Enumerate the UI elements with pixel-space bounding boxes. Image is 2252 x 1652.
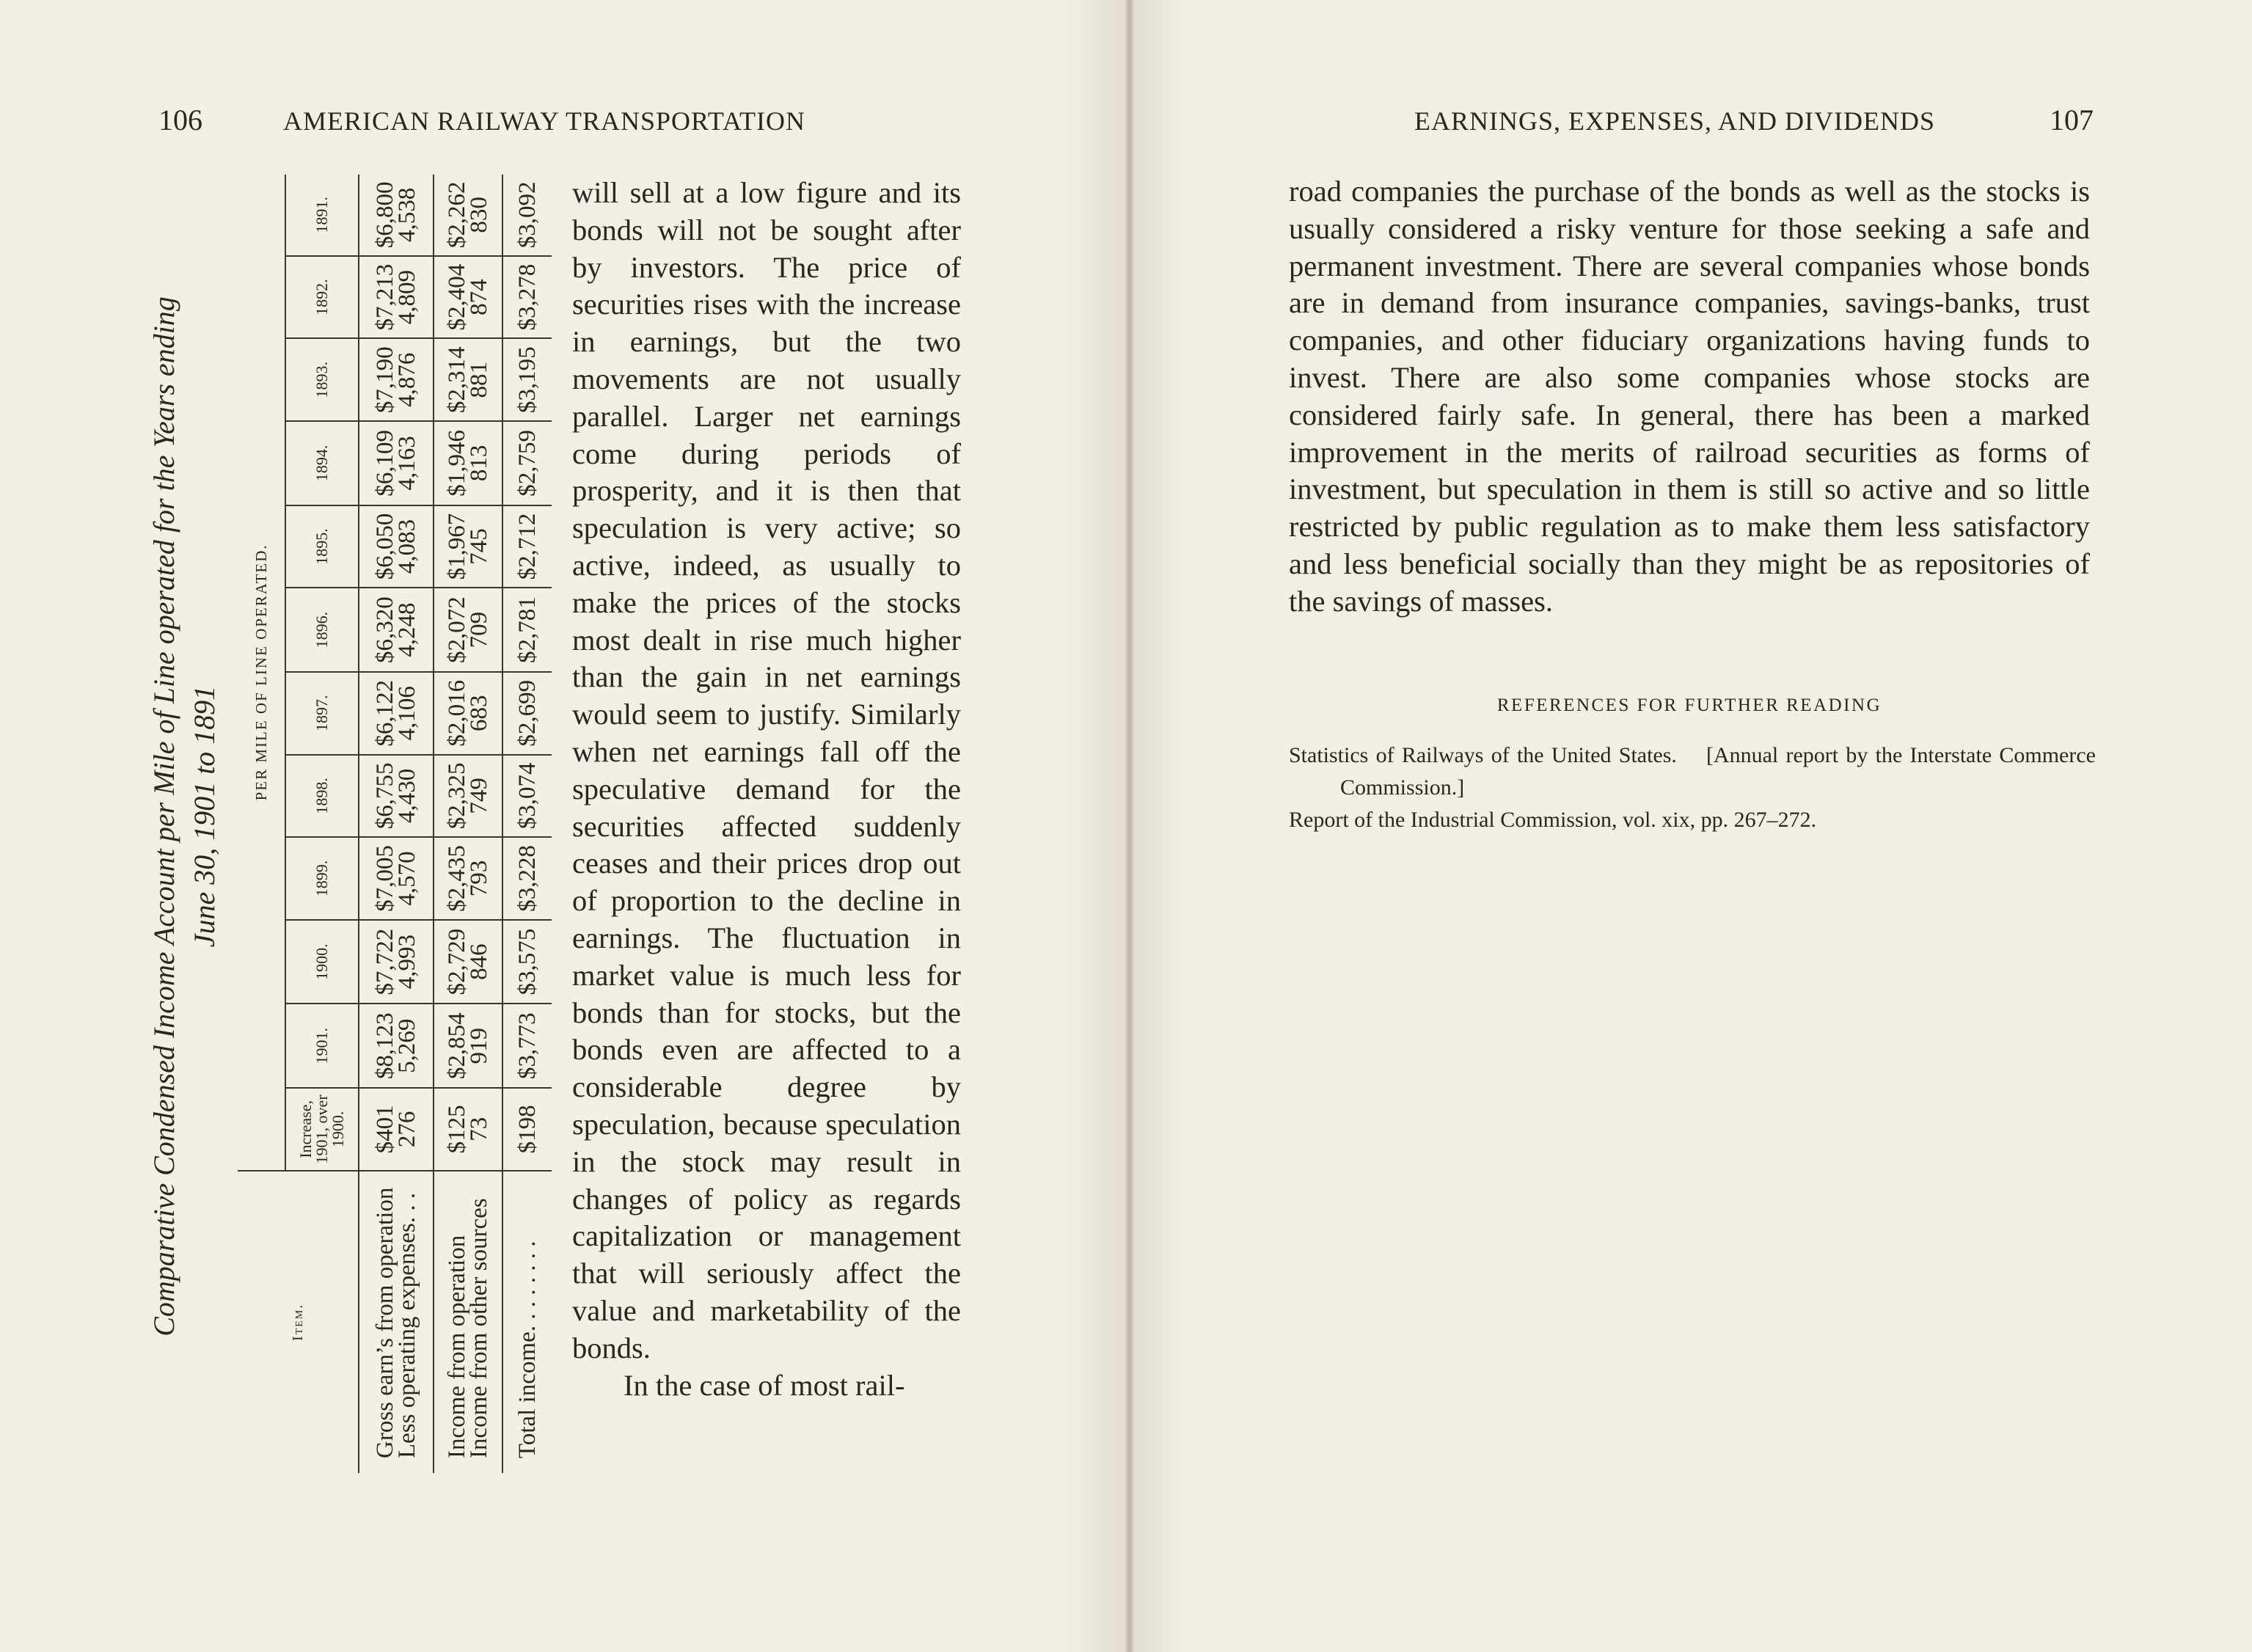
- cell-line: $6,320: [372, 596, 398, 663]
- left-body-text: [572, 175, 961, 1404]
- income-account-table: [238, 175, 552, 1473]
- cell-line: $7,213: [372, 263, 398, 331]
- cell-line: $2,262: [444, 181, 470, 249]
- cell-line: $6,800: [372, 181, 398, 249]
- value-cell: [434, 175, 502, 256]
- value-cell: [434, 256, 502, 339]
- value-cell: [434, 837, 502, 920]
- year-header: 1892.: [285, 256, 359, 339]
- reference-title: Report of the Industrial Commission, vol. xix, pp. 267–272.: [1289, 808, 1817, 832]
- table-row: [434, 175, 502, 1473]
- cell-line: 4,993: [394, 935, 420, 990]
- value-cell: [359, 505, 434, 588]
- table-row: [502, 175, 552, 1473]
- cell-line: $2,325: [444, 762, 470, 830]
- cell-line: $2,016: [444, 679, 470, 747]
- value-cell: [434, 421, 502, 505]
- cell-line: 749: [466, 778, 492, 814]
- cell-line: $8,123: [372, 1012, 398, 1080]
- value-cell: $3,228: [502, 837, 552, 920]
- cell-line: $1,946: [444, 429, 470, 497]
- cell-line: $7,722: [372, 928, 398, 995]
- value-cell: $3,092: [502, 175, 552, 256]
- page-number-right: 107: [2050, 103, 2094, 136]
- value-cell: [359, 920, 434, 1004]
- running-head-right: EARNINGS, EXPENSES, AND DIVIDENDS: [1414, 106, 1936, 136]
- year-header: 1899.: [285, 837, 359, 920]
- value-cell: [434, 920, 502, 1004]
- cell-line: 830: [466, 197, 492, 233]
- cell-line: $6,050: [372, 513, 398, 580]
- cell-line: 4,538: [394, 187, 420, 243]
- cell-line: 709: [466, 611, 492, 648]
- table-caption-line-2: June 30, 1901 to 1891: [188, 685, 221, 948]
- year-header: 1898.: [285, 755, 359, 838]
- value-cell: $2,759: [502, 421, 552, 505]
- row-label-line: Gross earn’s from operation: [372, 1187, 398, 1458]
- per-mile-header: PER MILE OF LINE OPERATED.: [252, 544, 270, 801]
- year-header: 1896.: [285, 588, 359, 672]
- cell-line: $401: [372, 1105, 398, 1154]
- cell-line: 793: [466, 860, 492, 897]
- value-cell: $3,773: [502, 1004, 552, 1088]
- running-head-left: AMERICAN RAILWAY TRANSPORTATION: [283, 106, 805, 136]
- cell-line: 813: [466, 445, 492, 482]
- row-label-line: Income from other sources: [466, 1198, 492, 1458]
- table-caption-line-1: Comparative Condensed Income Account per Mile of Line operated for the Years ending: [147, 296, 180, 1337]
- value-cell: [359, 837, 434, 920]
- cell-line: 919: [466, 1028, 492, 1064]
- cell-line: 4,876: [394, 352, 420, 407]
- right-body-text: [1289, 173, 2090, 621]
- value-cell: [434, 338, 502, 421]
- value-cell: [434, 672, 502, 755]
- table-row: [359, 175, 434, 1473]
- value-cell: $2,712: [502, 505, 552, 588]
- year-header: 1900.: [285, 920, 359, 1004]
- increase-cell: $198: [502, 1088, 552, 1171]
- year-header: 1891.: [285, 175, 359, 256]
- value-cell: [359, 755, 434, 838]
- row-label-line: Less operating expenses. . .: [394, 1193, 420, 1458]
- page-number-left: 106: [158, 103, 202, 136]
- value-cell: $3,278: [502, 256, 552, 339]
- cell-line: $2,435: [444, 845, 470, 912]
- cell-line: $1,967: [444, 513, 470, 580]
- cell-line: 4,570: [394, 851, 420, 906]
- table-caption: [144, 160, 224, 1473]
- year-header: 1897.: [285, 672, 359, 755]
- cell-line: 881: [466, 361, 492, 398]
- cell-line: 683: [466, 695, 492, 731]
- body-paragraph: In the case of most rail-: [624, 1368, 905, 1402]
- year-header: 1893.: [285, 338, 359, 421]
- body-paragraph: road companies the purchase of the bonds as well as the stocks is usually considered a risky venture for those seeking a safe and permanent investment. There are several companies whose bonds are in demand from insurance companies, savings-banks, trust companies, and other fiduciary organizations having funds to invest. There are also some companies whose stocks are considered fairly safe. In general, there has been a marked improvement in the merits of railroad securities as forms of investment, but speculation in them is still so active and so little restricted by public regulation as to make them less satisfactory and less beneficial socially than they might be as repositories of the savings of masses.: [1289, 175, 2090, 618]
- reference-title: Statistics of Railways of the United States.: [1289, 743, 1677, 767]
- increase-cell: [359, 1088, 434, 1171]
- cell-line: $7,190: [372, 346, 398, 414]
- cell-line: 73: [466, 1116, 492, 1141]
- cell-line: $2,404: [444, 263, 470, 331]
- reference-item: [1289, 804, 2096, 836]
- cell-line: 4,083: [394, 519, 420, 574]
- increase-column-header: Increase, 1901, over 1900.: [285, 1088, 359, 1171]
- cell-line: $7,005: [372, 845, 398, 912]
- value-cell: [359, 338, 434, 421]
- value-cell: [359, 588, 434, 672]
- row-label: Total income. . . . . . . .: [502, 1171, 552, 1473]
- value-cell: $3,575: [502, 920, 552, 1004]
- cell-line: $2,072: [444, 596, 470, 663]
- value-cell: [434, 1004, 502, 1088]
- cell-line: 846: [466, 943, 492, 980]
- value-cell: [359, 256, 434, 339]
- references-list: [1289, 739, 2096, 836]
- item-column-header: Item.: [238, 1171, 359, 1473]
- value-cell: [359, 672, 434, 755]
- row-label-line: Income from operation: [444, 1235, 470, 1458]
- value-cell: $3,195: [502, 338, 552, 421]
- reference-item: [1289, 739, 2096, 804]
- cell-line: 745: [466, 528, 492, 565]
- body-paragraph: will sell at a low figure and its bonds will not be sought after by investors. The price of securities rises with the increase in earnings, but the two movements are not usually parallel. Larger net earnings come during periods of prosperity, and it is then that speculation is very active; so active, indeed, as usually to make the prices of the stocks most dealt in rise much higher than the gain in net earnings would seem to justify. Similarly when net earnings fall off the speculative demand for the securities affected suddenly ceases and their prices drop out of proportion to the decline in earnings. The fluctuation in market value is much less for bonds than for stocks, but the bonds even are affected to a considerable degree by speculation, because speculation in the stock may result in changes of policy as regards capitalization or management that will seriously affect the value and marketability of the bonds.: [572, 176, 961, 1364]
- value-cell: $2,699: [502, 672, 552, 755]
- cell-line: 4,430: [394, 768, 420, 823]
- cell-line: $6,122: [372, 679, 398, 747]
- year-header: 1901.: [285, 1004, 359, 1088]
- cell-line: $2,854: [444, 1012, 470, 1080]
- value-cell: [434, 755, 502, 838]
- cell-line: $6,109: [372, 429, 398, 497]
- reference-note: [Annual report by the Interstate Commerce Commission.]: [1340, 743, 2096, 800]
- value-cell: [434, 505, 502, 588]
- cell-line: $6,755: [372, 762, 398, 830]
- cell-line: 4,248: [394, 602, 420, 657]
- cell-line: 4,809: [394, 269, 420, 325]
- row-label: [359, 1171, 434, 1473]
- rotated-income-table: [144, 160, 555, 1473]
- cell-line: $125: [444, 1105, 470, 1154]
- references-heading: REFERENCES FOR FURTHER READING: [1496, 695, 1882, 715]
- value-cell: $2,781: [502, 588, 552, 672]
- value-cell: $3,074: [502, 755, 552, 838]
- value-cell: [434, 588, 502, 672]
- value-cell: [359, 1004, 434, 1088]
- row-label: [434, 1171, 502, 1473]
- cell-line: 276: [394, 1111, 420, 1148]
- cell-line: 5,269: [394, 1018, 420, 1073]
- year-header: 1895.: [285, 505, 359, 588]
- cell-line: $2,314: [444, 346, 470, 414]
- book-gutter: [1126, 0, 1133, 1652]
- value-cell: [359, 175, 434, 256]
- increase-cell: [434, 1088, 502, 1171]
- value-cell: [359, 421, 434, 505]
- cell-line: 4,163: [394, 436, 420, 491]
- cell-line: 874: [466, 279, 492, 315]
- cell-line: 4,106: [394, 686, 420, 741]
- cell-line: $2,729: [444, 928, 470, 995]
- year-header: 1894.: [285, 421, 359, 505]
